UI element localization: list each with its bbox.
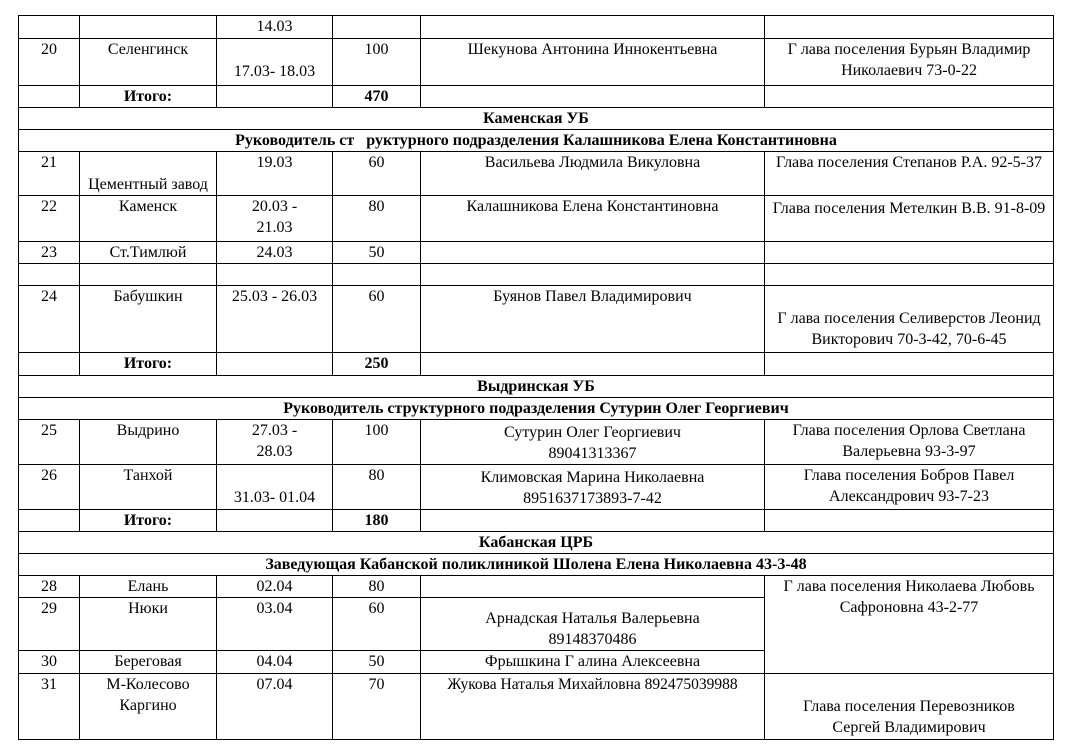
- section-row: [19, 376, 1054, 398]
- table-row: [19, 242, 1054, 264]
- table-row: [19, 196, 1054, 242]
- section-title: Выдринская УБ: [19, 376, 1054, 398]
- row-number: 29: [19, 598, 80, 651]
- dates-cell: 19.03: [217, 152, 333, 196]
- responsible-cell: Калашникова Елена Константиновна: [421, 196, 765, 242]
- count-cell: 60: [333, 152, 421, 196]
- place-cell: Селенгинск: [80, 39, 217, 86]
- head-cell: Глава поселения Степанов Р.А. 92-5-37: [765, 152, 1054, 196]
- section-row: [19, 108, 1054, 130]
- count-cell: 100: [333, 420, 421, 465]
- head-cell: Глава поселения Орлова Светлана Валерьевна 93-3-97: [765, 420, 1054, 465]
- head-cell: Г лава поселения Селиверстов Леонид Викторович 70-3-42, 70-6-45: [765, 286, 1054, 353]
- section-title: Руководитель структурного подразделения Сутурин Олег Георгиевич: [19, 398, 1054, 420]
- head-cell: [765, 242, 1054, 264]
- place-cell: Каменск: [80, 196, 217, 242]
- responsible-cell: Климовская Марина Николаевна 8951637173893-7-42: [421, 465, 765, 510]
- total-label: Итого:: [80, 510, 217, 532]
- section-title: Кабанская ЦРБ: [19, 532, 1054, 554]
- count-cell: 50: [333, 242, 421, 264]
- place-cell: М-Колесово Каргино: [80, 674, 217, 740]
- responsible-cell: Сутурин Олег Георгиевич 89041313367: [421, 420, 765, 465]
- table-row: [19, 39, 1054, 86]
- total-label: Итого:: [80, 86, 217, 108]
- table-row: [19, 152, 1054, 196]
- count-cell: 100: [333, 39, 421, 86]
- responsible-cell: Васильева Людмила Викуловна: [421, 152, 765, 196]
- count-cell: 80: [333, 196, 421, 242]
- dates-cell: 24.03: [217, 242, 333, 264]
- section-title: Каменская УБ: [19, 108, 1054, 130]
- place-cell: Танхой: [80, 465, 217, 510]
- total-row: [19, 510, 1054, 532]
- head-cell: Г лава поселения Бурьян Владимир Николаевич 73-0-22: [765, 39, 1054, 86]
- dates-cell: 17.03- 18.03: [217, 39, 333, 86]
- section-title: Заведующая Кабанской поликлиникой Шолена Елена Николаевна 43-3-48: [19, 554, 1054, 576]
- row-number: 25: [19, 420, 80, 465]
- count-cell: 80: [333, 465, 421, 510]
- table-row: [19, 16, 1054, 39]
- count-cell: 60: [333, 286, 421, 353]
- table-row: [19, 465, 1054, 510]
- table-row: [19, 286, 1054, 353]
- total-count: 250: [333, 353, 421, 376]
- table-row: [19, 576, 1054, 598]
- count-cell: 80: [333, 576, 421, 598]
- dates-cell: 14.03: [217, 16, 333, 39]
- section-row: [19, 554, 1054, 576]
- dates-cell: 27.03 - 28.03: [217, 420, 333, 465]
- responsible-cell: Шекунова Антонина Иннокентьевна: [421, 39, 765, 86]
- place-cell: Нюки: [80, 598, 217, 651]
- responsible-cell: Буянов Павел Владимирович: [421, 286, 765, 353]
- total-row: [19, 86, 1054, 108]
- section-row: [19, 130, 1054, 152]
- responsible-cell: [421, 576, 765, 598]
- total-label: Итого:: [80, 353, 217, 376]
- row-number: 30: [19, 651, 80, 674]
- table-row: [19, 674, 1054, 740]
- dates-cell: 03.04: [217, 598, 333, 651]
- place-cell: Цементный завод: [80, 152, 217, 196]
- place-cell: Ст.Тимлюй: [80, 242, 217, 264]
- row-number: 22: [19, 196, 80, 242]
- place-cell: Бабушкин: [80, 286, 217, 353]
- row-number: 21: [19, 152, 80, 196]
- total-count: 180: [333, 510, 421, 532]
- place-cell: Выдрино: [80, 420, 217, 465]
- responsible-cell: [421, 242, 765, 264]
- place-cell: Елань: [80, 576, 217, 598]
- dates-cell: 07.04: [217, 674, 333, 740]
- schedule-table: [18, 15, 1054, 740]
- head-cell: Глава поселения Метелкин В.В. 91-8-09: [765, 196, 1054, 242]
- section-title: Руководитель ст руктурного подразделения Калашникова Елена Константиновна: [19, 130, 1054, 152]
- responsible-cell: Жукова Наталья Михайловна 892475039988: [421, 674, 765, 740]
- count-cell: 50: [333, 651, 421, 674]
- row-number: 20: [19, 39, 80, 86]
- head-cell: Глава поселения Перевозников Сергей Владимирович: [765, 674, 1054, 740]
- row-number: 31: [19, 674, 80, 740]
- table-row: [19, 264, 1054, 286]
- count-cell: 70: [333, 674, 421, 740]
- count-cell: 60: [333, 598, 421, 651]
- dates-cell: 04.04: [217, 651, 333, 674]
- responsible-cell: Арнадская Наталья Валерьевна 89148370486: [421, 598, 765, 651]
- row-number: 24: [19, 286, 80, 353]
- row-number: 28: [19, 576, 80, 598]
- place-cell: Береговая: [80, 651, 217, 674]
- total-row: [19, 353, 1054, 376]
- dates-cell: 25.03 - 26.03: [217, 286, 333, 353]
- head-cell: Глава поселения Бобров Павел Александрович 93-7-23: [765, 465, 1054, 510]
- dates-cell: 02.04: [217, 576, 333, 598]
- row-number: 26: [19, 465, 80, 510]
- row-number: 23: [19, 242, 80, 264]
- dates-cell: 20.03 - 21.03: [217, 196, 333, 242]
- section-row: [19, 398, 1054, 420]
- dates-cell: 31.03- 01.04: [217, 465, 333, 510]
- table-row: [19, 420, 1054, 465]
- total-count: 470: [333, 86, 421, 108]
- section-row: [19, 532, 1054, 554]
- responsible-cell: Фрышкина Г алина Алексеевна: [421, 651, 765, 674]
- head-cell: Г лава поселения Николаева Любовь Сафроновна 43-2-77: [765, 576, 1054, 674]
